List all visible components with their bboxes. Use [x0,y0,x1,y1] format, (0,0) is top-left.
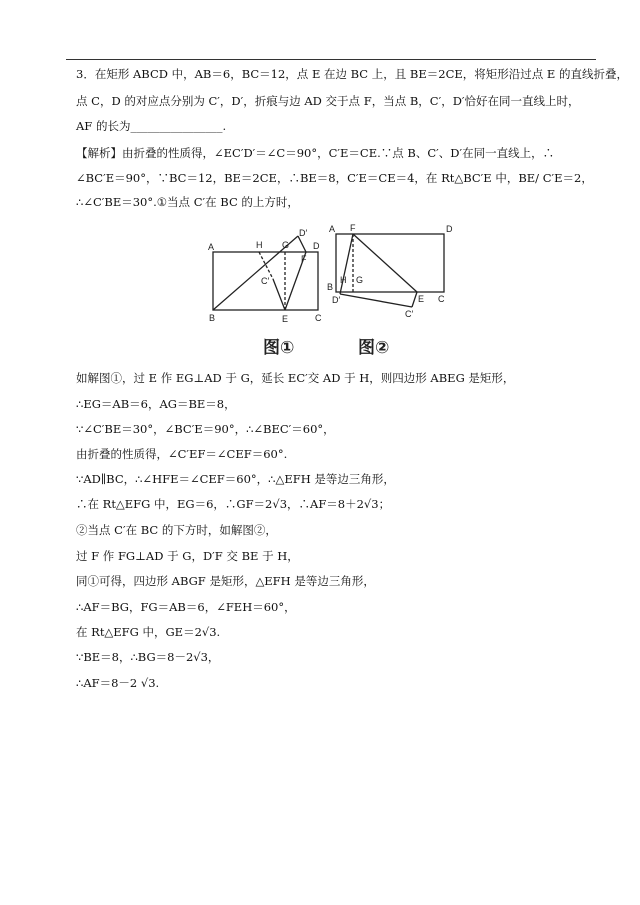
fig1-label-b: B [209,313,216,323]
fig1-label-f: F [301,254,307,264]
step-8: 过 F 作 FG⊥AD 于 G，D′F 交 BE 于 H， [76,549,299,563]
fig2-label-d1: D′ [332,295,341,305]
fig2-line-fd1 [340,234,353,294]
fig1-label-g: G [282,240,290,250]
figure-1 [213,236,318,310]
step-7: ②当点 C′在 BC 的下方时，如解图②， [76,523,277,537]
fig2-line-ec1 [412,292,417,307]
fig1-label-e: E [282,314,289,324]
fig2-label-c: C [438,294,445,304]
figure-2 [336,234,444,307]
step-13: ∴AF＝8－2 √3. [76,676,160,690]
header-rule [66,59,596,60]
step-5: ∵AD∥BC，∴∠HFE＝∠CEF＝60°，∴△EFH 是等边三角形， [76,472,395,486]
question-line-2: 点 C，D 的对应点分别为 C′，D′，折痕与边 AD 交于点 F，当点 B，C′，D′恰好在同一直线上时， [76,94,580,108]
step-6: ∴在 Rt△EFG 中，EG＝6，∴GF＝2√3，∴AF＝8＋2√3； [76,497,391,511]
fig2-label-d: D [446,224,453,234]
question-line-3: AF 的长为________________. [76,119,227,133]
fig2-label-a: A [329,224,336,234]
fig2-label-b: B [327,282,334,292]
solution-line-2: ∠BC′E＝90°，∵BC＝12，BE＝2CE，∴BE＝8，C′E＝CE＝4，在 Rt△BC′E 中，BE/ C′E＝2， [76,171,593,185]
fig1-label-c1: C′ [261,276,270,286]
fig2-label-g: G [356,275,364,285]
fig2-label-c1: C′ [405,309,414,319]
fig2-labels [327,223,453,319]
fig1-label-h: H [256,240,263,250]
fig1-dash-hc1 [259,252,273,279]
fig2-label-e: E [418,294,425,304]
fig1-label-a: A [208,242,215,252]
fig2-caption: 图② [358,338,390,357]
question-line-1: 3．在矩形 ABCD 中，AB＝6，BC＝12，点 E 在边 BC 上，且 BE＝2CE，将矩形沿过点 E 的直线折叠， [76,67,628,81]
fig1-label-d1: D′ [299,228,308,238]
step-3: ∵∠C′BE＝30°，∠BC′E＝90°，∴∠BEC′＝60°， [76,422,335,436]
step-10: ∴AF＝BG，FG＝AB＝6，∠FEH＝60°， [76,600,296,614]
solution-line-1: 【解析】由折叠的性质得，∠EC′D′＝∠C＝90°，C′E＝CE.∵点 B、C′、D′在同一直线上，∴ [76,146,555,160]
step-4: 由折叠的性质得，∠C′EF＝∠CEF＝60°. [76,447,288,461]
step-12: ∵BE＝8，∴BG＝8－2√3， [76,650,220,664]
fig2-label-h: H [340,275,347,285]
fig1-line-ec1 [273,279,285,310]
step-1: 如解图①，过 E 作 EG⊥AD 于 G，延长 EC′交 AD 于 H，则四边形 ABEG 是矩形， [76,371,515,385]
step-11: 在 Rt△EFG 中，GE＝2√3. [76,625,221,639]
fig2-label-f: F [350,223,356,233]
fig2-rectangle [336,234,444,292]
fig2-line-d1c1 [340,294,412,307]
fig1-label-d: D [313,241,320,251]
solution-line-3: ∴∠C′BE＝30°.①当点 C′在 BC 的上方时， [76,195,299,209]
fig1-line-d-d1 [298,236,306,252]
step-9: 同①可得，四边形 ABGF 是矩形，△EFH 是等边三角形， [76,574,375,588]
figures [205,222,455,362]
step-2: ∴EG＝AB＝6，AG＝BE＝8， [76,397,236,411]
fig1-caption: 图① [263,338,295,357]
geometry-figures [205,222,455,362]
fig1-label-c: C [315,313,322,323]
